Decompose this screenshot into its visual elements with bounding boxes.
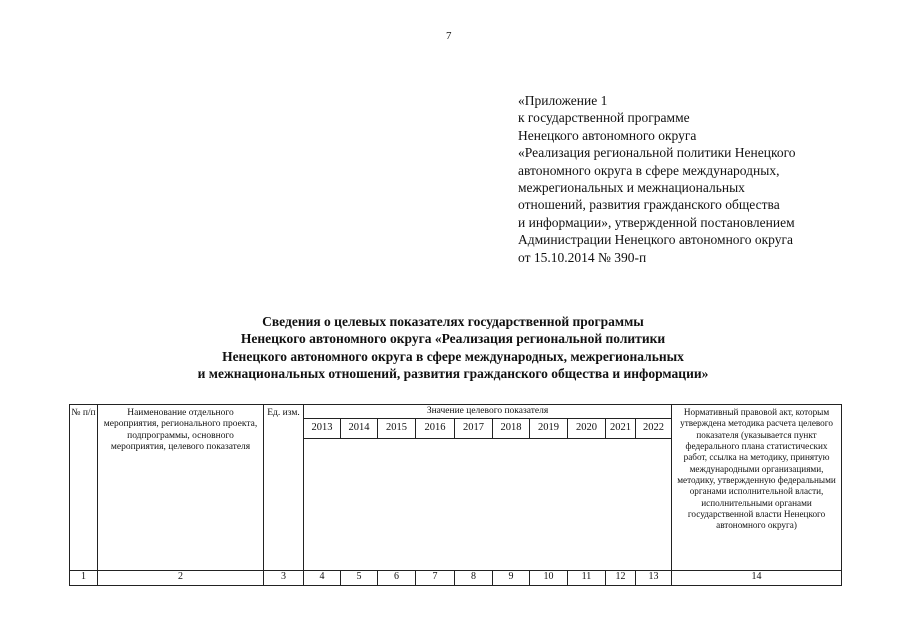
header-year: 2019 bbox=[530, 419, 568, 439]
column-number: 7 bbox=[416, 571, 455, 586]
document-title bbox=[100, 313, 806, 382]
appendix-line: и информации», утвержденной постановлением bbox=[518, 214, 795, 230]
page-number: 7 bbox=[446, 30, 452, 42]
header-value-span: Значение целевого показателя bbox=[304, 405, 672, 419]
column-number: 1 bbox=[70, 571, 98, 586]
header-year: 2014 bbox=[341, 419, 378, 439]
column-number: 6 bbox=[378, 571, 416, 586]
column-number: 14 bbox=[672, 571, 842, 586]
title-line: Сведения о целевых показателях государственной программы bbox=[262, 314, 644, 329]
header-year: 2017 bbox=[455, 419, 493, 439]
column-number: 11 bbox=[568, 571, 606, 586]
appendix-header bbox=[518, 92, 898, 266]
header-year: 2013 bbox=[304, 419, 341, 439]
header-num: № п/п bbox=[70, 405, 98, 571]
appendix-line: «Приложение 1 bbox=[518, 93, 608, 108]
title-line: и межнациональных отношений, развития гражданского общества и информации» bbox=[197, 365, 709, 381]
column-number: 2 bbox=[98, 571, 264, 586]
appendix-line: «Реализация региональной политики Ненецкого bbox=[518, 145, 796, 161]
appendix-line: к государственной программе bbox=[518, 110, 690, 126]
appendix-line: Ненецкого автономного округа bbox=[518, 127, 697, 143]
header-year: 2022 bbox=[636, 419, 672, 439]
indicators-table bbox=[69, 404, 842, 586]
column-number: 5 bbox=[341, 571, 378, 586]
column-number: 9 bbox=[493, 571, 530, 586]
column-number: 10 bbox=[530, 571, 568, 586]
header-year: 2015 bbox=[378, 419, 416, 439]
column-number: 4 bbox=[304, 571, 341, 586]
appendix-line: отношений, развития гражданского общества bbox=[518, 197, 780, 213]
header-year: 2016 bbox=[416, 419, 455, 439]
appendix-line: от 15.10.2014 № 390-п bbox=[518, 249, 647, 265]
appendix-line: автономного округа в сфере международных, bbox=[518, 162, 780, 178]
header-norm: Нормативный правовой акт, которым утверждена методика расчета целевого показателя (указывается пункт федерального плана статистических работ, ссылка на методику, принятую международными организациями, методику, утвержденную федеральными органами исполнительной власти, исполнительными органами государственной власти Ненецкого автономного округа) bbox=[672, 405, 842, 571]
header-year: 2021 bbox=[606, 419, 636, 439]
header-unit: Ед. изм. bbox=[264, 405, 304, 571]
header-name: Наименование отдельного мероприятия, регионального проекта, подпрограммы, основного мероприятия, целевого показателя bbox=[98, 405, 264, 571]
column-number: 8 bbox=[455, 571, 493, 586]
appendix-line: межрегиональных и межнациональных bbox=[518, 180, 745, 196]
column-number: 13 bbox=[636, 571, 672, 586]
header-year: 2020 bbox=[568, 419, 606, 439]
column-number: 3 bbox=[264, 571, 304, 586]
header-year: 2018 bbox=[493, 419, 530, 439]
appendix-line: Администрации Ненецкого автономного округа bbox=[518, 232, 794, 248]
title-line: Ненецкого автономного округа в сфере международных, межрегиональных bbox=[222, 348, 684, 364]
header-empty-cell bbox=[304, 439, 672, 571]
column-number: 12 bbox=[606, 571, 636, 586]
title-line: Ненецкого автономного округа «Реализация региональной политики bbox=[240, 331, 666, 347]
